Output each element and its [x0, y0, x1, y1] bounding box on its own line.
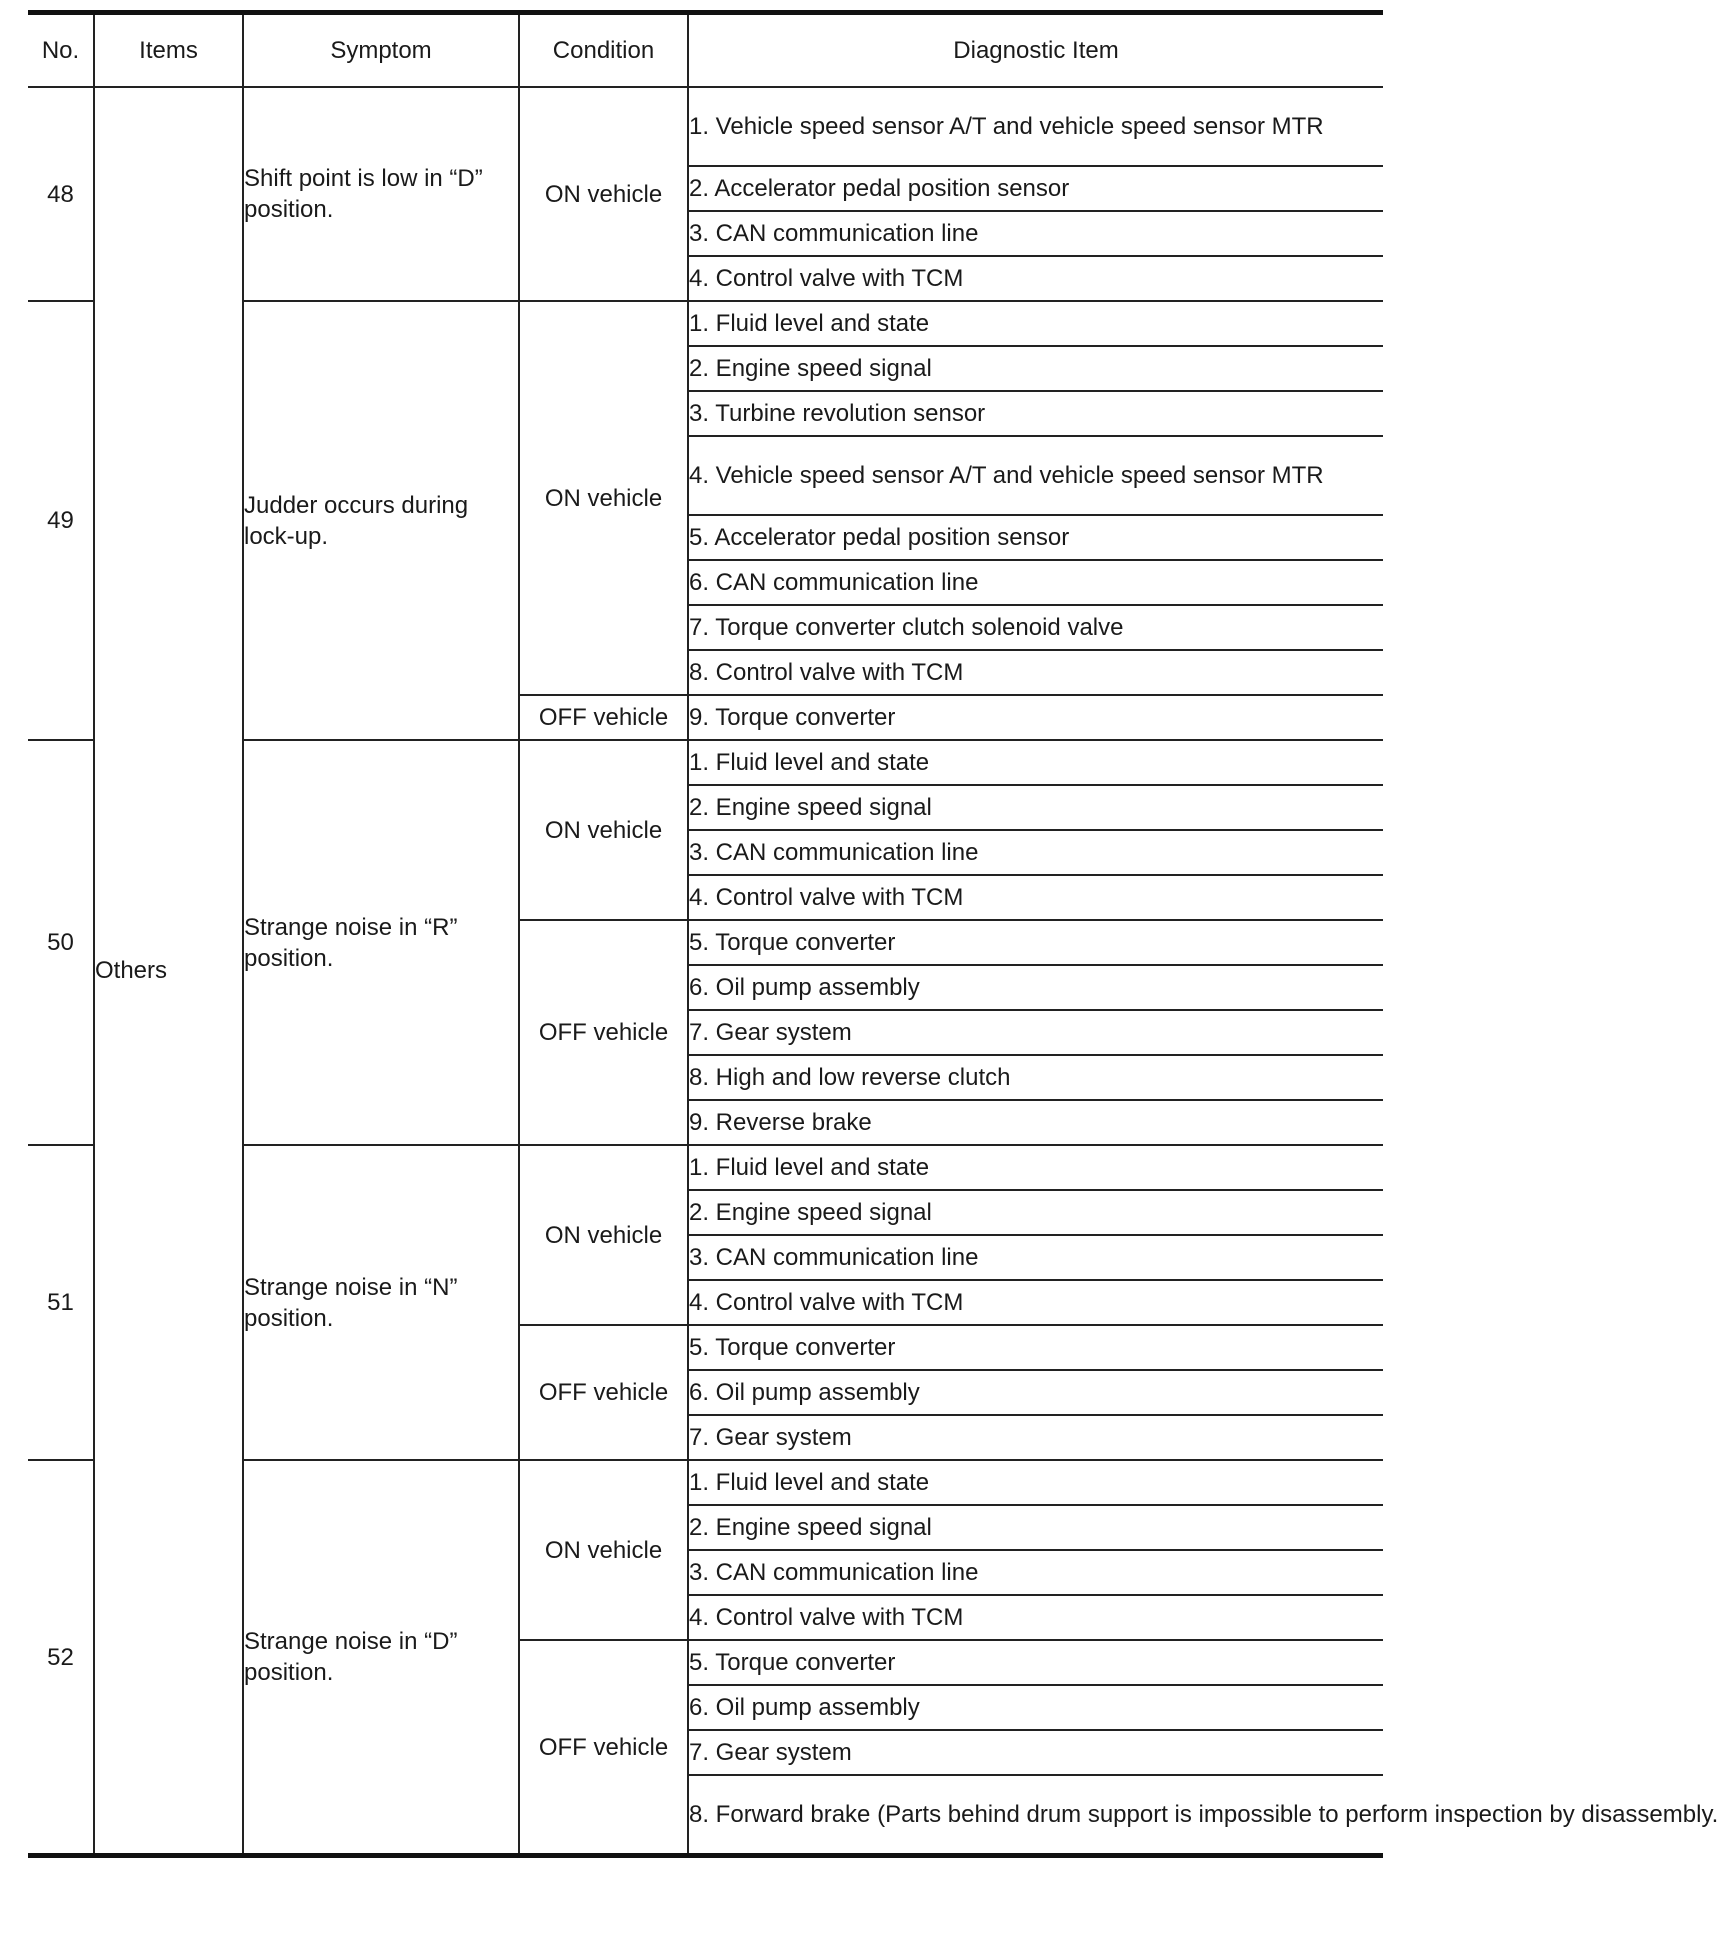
- diagnostic-item: 2. Accelerator pedal position sensor: [688, 166, 1383, 211]
- diagnostic-item: 5. Torque converter: [688, 1325, 1383, 1370]
- row-number: 50: [28, 740, 94, 1145]
- condition-cell: ON vehicle: [519, 1460, 688, 1640]
- diagnostic-item: 9. Torque converter: [688, 695, 1383, 740]
- diagnostic-item: 7. Gear system: [688, 1730, 1383, 1775]
- condition-cell: OFF vehicle: [519, 920, 688, 1145]
- diagnostic-item: 7. Torque converter clutch solenoid valve: [688, 605, 1383, 650]
- header-condition: Condition: [519, 13, 688, 88]
- diagnostic-table: [28, 10, 1718, 1858]
- diagnostic-item: 4. Vehicle speed sensor A/T and vehicle speed sensor MTR: [688, 436, 1383, 515]
- row-number: 51: [28, 1145, 94, 1460]
- diagnostic-item: 3. CAN communication line: [688, 830, 1383, 875]
- symptom-cell: Strange noise in “N” position.: [243, 1145, 519, 1460]
- diagnostic-item: 7. Gear system: [688, 1415, 1383, 1460]
- diagnostic-item: 1. Fluid level and state: [688, 740, 1383, 785]
- diagnostic-item: 8. Forward brake (Parts behind drum support is impossible to perform inspection by disassembly.: [688, 1775, 1383, 1856]
- diagnostic-item: 5. Torque converter: [688, 920, 1383, 965]
- diagnostic-item: 6. Oil pump assembly: [688, 1685, 1383, 1730]
- diagnostic-item: 4. Control valve with TCM: [688, 1595, 1383, 1640]
- diagnostic-item: 2. Engine speed signal: [688, 785, 1383, 830]
- diagnostic-item: 3. CAN communication line: [688, 1550, 1383, 1595]
- diagnostic-item: 6. CAN communication line: [688, 560, 1383, 605]
- condition-cell: OFF vehicle: [519, 1640, 688, 1856]
- condition-cell: ON vehicle: [519, 740, 688, 920]
- condition-cell: OFF vehicle: [519, 1325, 688, 1460]
- diagnostic-item: 3. CAN communication line: [688, 211, 1383, 256]
- condition-cell: ON vehicle: [519, 87, 688, 301]
- diagnostic-item: 3. CAN communication line: [688, 1235, 1383, 1280]
- diagnostic-item: 7. Gear system: [688, 1010, 1383, 1055]
- header-symptom: Symptom: [243, 13, 519, 88]
- diagnostic-item: 6. Oil pump assembly: [688, 1370, 1383, 1415]
- symptom-cell: Judder occurs during lock-up.: [243, 301, 519, 740]
- diagnostic-item: 1. Fluid level and state: [688, 1145, 1383, 1190]
- header-no: No.: [28, 13, 94, 88]
- header-diagnostic-item: Diagnostic Item: [688, 13, 1383, 88]
- diagnostic-item: 1. Fluid level and state: [688, 1460, 1383, 1505]
- header-items: Items: [94, 13, 243, 88]
- diagnostic-item: 2. Engine speed signal: [688, 1190, 1383, 1235]
- diagnostic-item: 5. Torque converter: [688, 1640, 1383, 1685]
- symptom-cell: Strange noise in “R” position.: [243, 740, 519, 1145]
- diagnostic-item: 4. Control valve with TCM: [688, 875, 1383, 920]
- header-row: [28, 13, 1383, 88]
- row-number: 52: [28, 1460, 94, 1856]
- diagnostic-item: 3. Turbine revolution sensor: [688, 391, 1383, 436]
- symptom-cell: Strange noise in “D” position.: [243, 1460, 519, 1856]
- diagnostic-item: 9. Reverse brake: [688, 1100, 1383, 1145]
- diagnostic-item: 8. Control valve with TCM: [688, 650, 1383, 695]
- diagnostic-item: 1. Vehicle speed sensor A/T and vehicle speed sensor MTR: [688, 87, 1383, 166]
- diagnostic-item: 1. Fluid level and state: [688, 301, 1383, 346]
- table-header: [28, 13, 1383, 88]
- diagnostic-item: 4. Control valve with TCM: [688, 1280, 1383, 1325]
- diagnostic-item: 5. Accelerator pedal position sensor: [688, 515, 1383, 560]
- condition-cell: ON vehicle: [519, 1145, 688, 1325]
- diagnostic-item: 8. High and low reverse clutch: [688, 1055, 1383, 1100]
- row-number: 49: [28, 301, 94, 740]
- row-number: 48: [28, 87, 94, 301]
- diagnostic-item: 6. Oil pump assembly: [688, 965, 1383, 1010]
- diagnostic-item: 2. Engine speed signal: [688, 1505, 1383, 1550]
- diagnostic-item: 4. Control valve with TCM: [688, 256, 1383, 301]
- diagnostic-item: 2. Engine speed signal: [688, 346, 1383, 391]
- items-category: Others: [94, 87, 243, 1856]
- symptom-cell: Shift point is low in “D” position.: [243, 87, 519, 301]
- condition-cell: OFF vehicle: [519, 695, 688, 740]
- table-row: [28, 87, 1383, 166]
- condition-cell: ON vehicle: [519, 301, 688, 695]
- table-body: [28, 87, 1718, 1856]
